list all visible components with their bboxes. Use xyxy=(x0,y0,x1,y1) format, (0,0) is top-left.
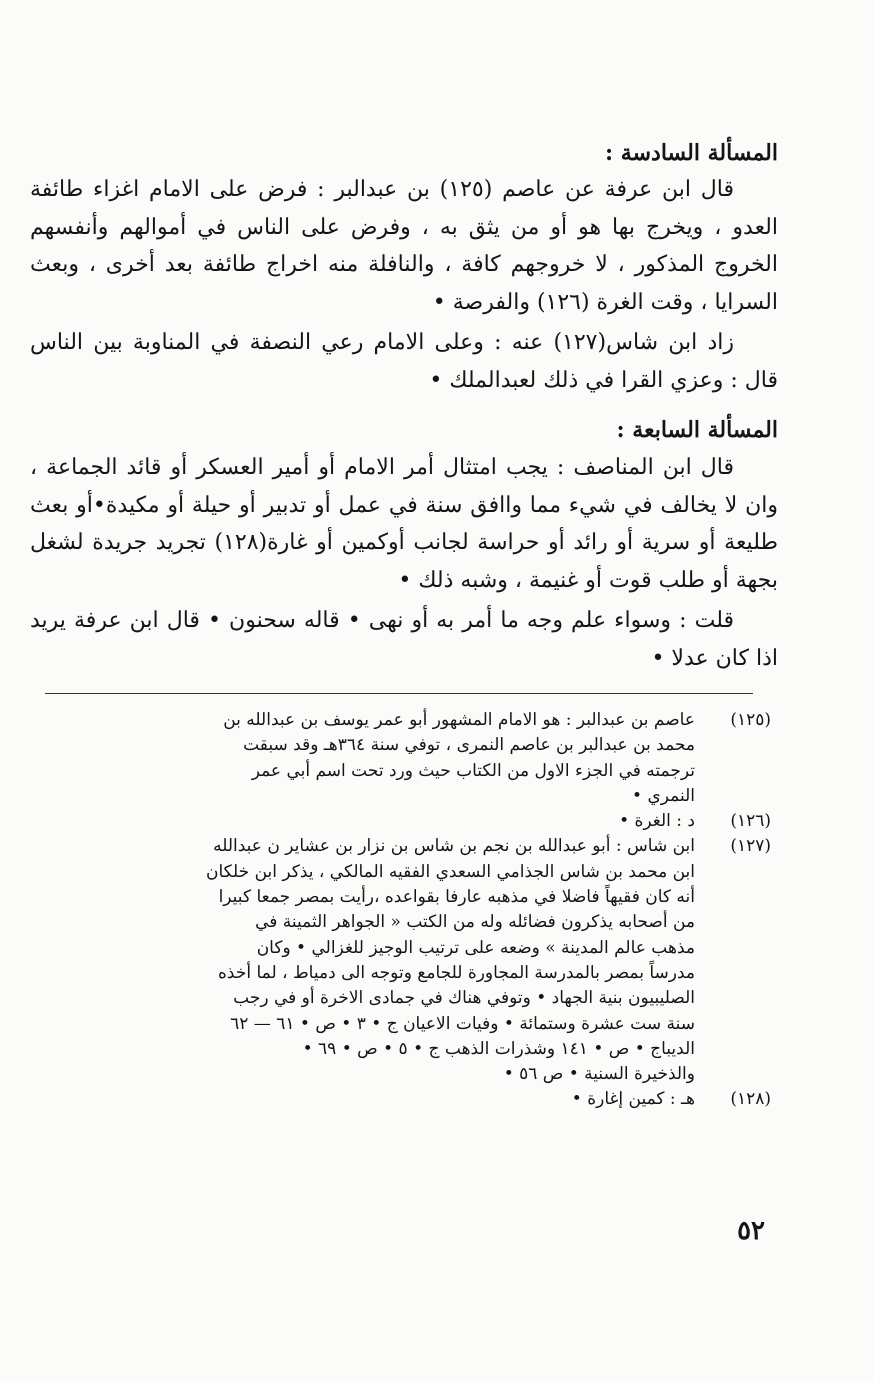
footnote-125 xyxy=(40,708,773,809)
footnote-line: الصليبيون بنية الجهاد • وتوفي هناك في جمادى الاخرة أو في رجب xyxy=(233,988,695,1009)
footnote-number: (١٢٨) xyxy=(730,1089,771,1110)
footnote-line: من أصحابه يذكرون فضائله وله من الكتب « الجواهر الثمينة في xyxy=(255,912,695,933)
footnote-line: أنه كان فقيهاً فاضلا في مذهبه عارفا بقواعده ،رأيت بمصر جمعا كبيرا xyxy=(218,887,695,908)
footnote-number: (١٢٦) xyxy=(730,811,771,832)
footnote-line: النمري • xyxy=(632,785,695,806)
page-number: ٥٢ xyxy=(737,1216,765,1246)
footnote-text xyxy=(40,1087,695,1112)
paragraph: زاد ابن شاس(١٢٧) عنه : وعلى الامام رعي النصفة في المناوبة بين الناس قال : وعزي القرا في ذلك لعبدالملك • xyxy=(30,330,778,393)
footnote-line: مذهب عالم المدينة » وضعه على ترتيب الوجيز للغزالي • وكان xyxy=(256,937,695,958)
footnote-text xyxy=(40,708,695,809)
footnote-line: والذخيرة السنية • ص ٥٦ • xyxy=(503,1064,695,1085)
footnote-line: سنة ست عشرة وستمائة • وفيات الاعيان ج • ٣ • ص • ٦١ — ٦٢ xyxy=(230,1013,695,1034)
footnote-line: ابن شاس : أبو عبدالله بن نجم بن شاس بن نزار بن عشاير ن عبدالله xyxy=(213,836,695,857)
footnote-number: (١٢٧) xyxy=(730,836,771,857)
footnote-127 xyxy=(40,834,773,1087)
footnote-line: هـ : كمين إغارة • xyxy=(571,1089,695,1110)
footnote-line: د : الغرة • xyxy=(619,811,695,832)
footnote-line: مدرساً بمصر بالمدرسة المجاورة للجامع وتوجه الى دمياط ، لما أخذه xyxy=(218,962,695,983)
footnote-divider xyxy=(45,693,753,694)
section-7-body xyxy=(30,449,778,677)
section-heading-7: المسألة السابعة : xyxy=(616,417,778,443)
footnote-line: ترجمته في الجزء الاول من الكتاب حيث ورد تحت اسم أبي عمر xyxy=(251,760,695,781)
footnote-128 xyxy=(40,1087,773,1112)
paragraph: قال ابن المناصف : يجب امتثال أمر الامام أو أمير العسكر أو قائد الجماعة ، وان لا يخالف في شيء مما واافق سنة في عمل أو تدبير أو حيلة أو مكيدة•أو بعث طليعة أو سرية أو رائد أو حراسة لجانب أوكمين أو غارة(١٢٨) تجريد جريدة لشغل بجهة أو طلب قوت أو غنيمة ، وشبه ذلك • xyxy=(30,455,778,593)
paragraph: قلت : وسواء علم وجه ما أمر به أو نهى • قاله سحنون • قال ابن عرفة يريد اذا كان عدلا • xyxy=(30,608,778,671)
footnote-number: (١٢٥) xyxy=(730,710,771,730)
footnote-line: الديباج • ص • ١٤١ وشذرات الذهب ج • ٥ • ص • ٦٩ • xyxy=(302,1038,695,1059)
footnote-line: عاصم بن عبدالبر : هو الامام المشهور أبو عمر يوسف بن عبدالله بن xyxy=(223,710,695,730)
section-heading-6: المسألة السادسة : xyxy=(605,140,778,166)
section-6-body xyxy=(30,171,778,399)
footnote-line: محمد بن عبدالبر بن عاصم النمرى ، توفي سنة ٣٦٤هـ وقد سبقت xyxy=(243,735,695,756)
footnote-text xyxy=(40,834,695,1087)
footnote-126 xyxy=(40,809,773,834)
footnote-text xyxy=(40,809,695,834)
paragraph: قال ابن عرفة عن عاصم (١٢٥) بن عبدالبر : فرض على الامام اغزاء طائفة العدو ، ويخرج بها هو أو من يثق به ، وفرض على الناس في أموالهم وأنفسهم الخروج المذكور ، لا خروجهم كافة ، والنافلة منه اخراج طائفة بعد أخرى ، وبعث السرايا ، وقت الغرة (١٢٦) والفرصة • xyxy=(30,177,778,315)
footnote-line: ابن محمد بن شاس الجذامي السعدي الفقيه المالكي ، يذكر ابن خلكان xyxy=(205,861,695,882)
footnotes xyxy=(40,708,773,1113)
